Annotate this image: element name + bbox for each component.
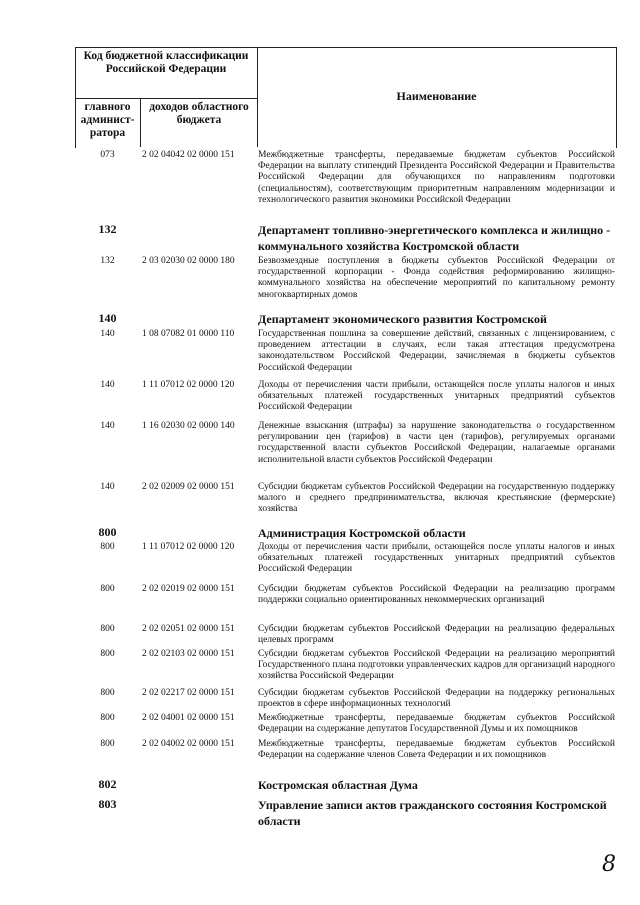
admin-code: 800 <box>100 739 115 749</box>
income-name: Государственная пошлина за совершение действий, связанных с лицензированием, с проведением аттестации в случаях, если такая аттестация предусмотрена законодательством Российской Федерации, зачисляемая в бюджеты субъектов Российской Федерации <box>258 329 615 373</box>
income-name: Денежные взыскания (штрафы) за нарушение законодательства о государственном регулировании цен (тарифов) в части цен (тарифов), регулируемых органами государственной власти субъектов Российской Федерации, налагаемые органами исполнительной власти субъектов Российской Федерации <box>258 421 615 465</box>
income-name: Доходы от перечисления части прибыли, остающейся после уплаты налогов и иных обязательных платежей государственных унитарных предприятий субъектов Российской Федерации <box>258 542 615 575</box>
income-code: 2 02 02217 02 0000 151 <box>142 688 235 698</box>
income-code: 2 03 02030 02 0000 180 <box>142 256 235 266</box>
header-divider <box>75 98 257 99</box>
header-code-group: Код бюджетной классификации Российской Федерации <box>83 50 249 75</box>
income-code: 1 16 02030 02 0000 140 <box>142 421 235 431</box>
income-code: 2 02 04042 02 0000 151 <box>142 150 235 160</box>
income-name: Доходы от перечисления части прибыли, остающейся после уплаты налогов и иных обязательных платежей государственных унитарных предприятий субъектов Российской Федерации <box>258 380 615 413</box>
header-income-column: доходов областного бюджета <box>149 101 249 126</box>
admin-code: 140 <box>100 421 115 431</box>
income-name: Субсидии бюджетам субъектов Российской Федерации на государственную поддержку малого и среднего предпринимательства, включая крестьянские (фермерские) хозяйства <box>258 482 615 515</box>
admin-code: 140 <box>98 311 117 325</box>
admin-code: 800 <box>98 525 117 539</box>
income-name: Межбюджетные трансферты, передаваемые бюджетам субъектов Российской Федерации на содержание депутатов Государственной Думы и их помощников <box>258 713 615 735</box>
admin-code: 132 <box>100 256 115 266</box>
income-name: Субсидии бюджетам субъектов Российской Федерации на поддержку региональных проектов в сфере информационных технологий <box>258 688 615 710</box>
admin-code: 800 <box>100 584 115 594</box>
admin-code: 073 <box>100 150 115 160</box>
admin-code: 800 <box>100 713 115 723</box>
admin-code: 802 <box>98 777 117 791</box>
department-title: Костромская областная Дума <box>258 778 418 792</box>
page-number: 8 <box>602 852 616 877</box>
admin-code: 800 <box>100 542 115 552</box>
department-title: Управление записи актов гражданского состояния Костромской области <box>258 798 607 828</box>
income-code: 2 02 04002 02 0000 151 <box>142 739 235 749</box>
admin-code: 132 <box>98 222 117 236</box>
income-code: 1 11 07012 02 0000 120 <box>142 380 235 390</box>
income-name: Субсидии бюджетам субъектов Российской Федерации на реализацию мероприятий Государственного плана подготовки управленческих кадров для организаций народного хозяйства Российской Федерации <box>258 649 615 682</box>
income-code: 2 02 02103 02 0000 151 <box>142 649 235 659</box>
income-name: Межбюджетные трансферты, передаваемые бюджетам субъектов Российской Федерации на содержание членов Совета Федерации и их помощников <box>258 739 615 761</box>
department-title: Департамент экономического развития Костромской <box>258 312 547 326</box>
income-name: Субсидии бюджетам субъектов Российской Федерации на реализацию федеральных целевых программ <box>258 624 615 646</box>
income-code: 2 02 02019 02 0000 151 <box>142 584 235 594</box>
income-name: Субсидии бюджетам субъектов Российской Федерации на реализацию программ поддержки социально ориентированных некоммерческих организаций <box>258 584 615 606</box>
admin-code: 803 <box>98 797 117 811</box>
header-admin-column: главного админист-ратора <box>80 101 135 139</box>
income-code: 2 02 02051 02 0000 151 <box>142 624 235 634</box>
admin-code: 800 <box>100 688 115 698</box>
income-code: 2 02 02009 02 0000 151 <box>142 482 235 492</box>
header-name-column: Наименование <box>396 89 477 103</box>
department-title: Департамент топливно-энергетического комплекса и жилищно - коммунального хозяйства Костромской области <box>258 223 611 253</box>
admin-code: 800 <box>100 649 115 659</box>
department-title: Администрация Костромской области <box>258 526 466 540</box>
income-name: Безвозмездные поступления в бюджеты субъектов Российской Федерации от государственной корпорации - Фонда содействия реформированию жилищно-коммунального хозяйства на обеспечение мероприятий по капитальному ремонту многоквартирных домов <box>258 256 615 300</box>
admin-code: 140 <box>100 329 115 339</box>
admin-code: 140 <box>100 482 115 492</box>
admin-code: 140 <box>100 380 115 390</box>
income-name: Межбюджетные трансферты, передаваемые бюджетам субъектов Российской Федерации на выплату стипендий Президента Российской Федерации и Правительства Российской Федерации для обучающихся по направлениям подготовки (специальностям), соответствующим приоритетным направлениям модернизации и технологического развития экономики Российской Федерации <box>258 150 615 205</box>
admin-code: 800 <box>100 624 115 634</box>
income-code: 2 02 04001 02 0000 151 <box>142 713 235 723</box>
income-code: 1 08 07082 01 0000 110 <box>142 329 235 339</box>
income-code: 1 11 07012 02 0000 120 <box>142 542 235 552</box>
